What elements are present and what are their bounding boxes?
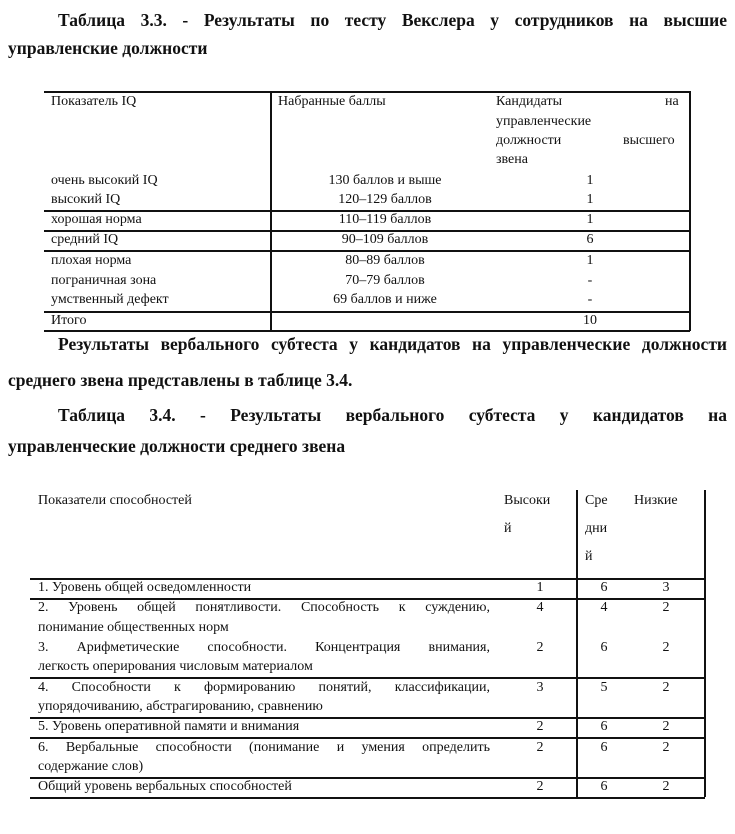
- high-value: 4: [536, 600, 544, 615]
- ability-label-line1: 4. Способности к формированию понятий, классификации,: [38, 680, 490, 695]
- header-medium-line1: Сре: [585, 493, 608, 508]
- header-iq-indicator: Показатель IQ: [51, 94, 137, 109]
- low-value: 2: [662, 680, 670, 695]
- header-candidates-line1b: на: [665, 94, 679, 109]
- total-label: Итого: [51, 313, 87, 328]
- medium-value: 6: [600, 640, 608, 655]
- header-high-line1: Высоки: [504, 493, 551, 508]
- low-value: 2: [662, 719, 670, 734]
- intro-paragraph-line1: Результаты вербального субтеста у кандидатов на управленческие должности: [58, 334, 727, 354]
- total-count: 10: [583, 313, 597, 328]
- header-ability-indicators: Показатели способностей: [38, 493, 192, 508]
- iq-level: умственный дефект: [51, 292, 169, 307]
- header-candidates-line3b: высшего: [623, 133, 675, 148]
- header-candidates-line4: звена: [496, 152, 528, 167]
- header-candidates-line1a: Кандидаты: [496, 94, 562, 109]
- ability-label-line2: понимание общественных норм: [38, 620, 229, 635]
- score-range: 120–129 баллов: [338, 192, 432, 207]
- candidate-count: -: [587, 273, 593, 288]
- header-medium-line2: дни: [585, 521, 608, 536]
- header-candidates-line2: управленческие: [496, 114, 592, 129]
- header-medium-line3: й: [585, 549, 593, 564]
- table-border-right: [704, 490, 706, 797]
- candidate-count: 6: [586, 232, 594, 247]
- column-divider: [576, 490, 578, 797]
- table-3-3-caption-line1: Таблица 3.3. - Результаты по тесту Векслера у сотрудников на высшие: [58, 10, 727, 30]
- iq-level: средний IQ: [51, 232, 119, 247]
- header-high-line2: й: [504, 521, 512, 536]
- iq-level: плохая норма: [51, 253, 132, 268]
- iq-level: пограничная зона: [51, 273, 157, 288]
- score-range: 80–89 баллов: [345, 253, 425, 268]
- high-value: 2: [536, 719, 544, 734]
- ability-label: 5. Уровень оперативной памяти и внимания: [38, 719, 300, 734]
- score-range: 130 баллов и выше: [328, 173, 442, 188]
- table-3-4-caption-line2: управленческие должности среднего звена: [8, 436, 346, 456]
- ability-label-line2: содержание слов): [38, 759, 144, 774]
- high-value: 1: [536, 580, 544, 595]
- medium-value: 6: [600, 779, 608, 794]
- table-3-3-caption-line2: управленские должности: [8, 38, 208, 58]
- high-value: 2: [536, 640, 544, 655]
- score-range: 90–109 баллов: [341, 232, 429, 247]
- high-value: 3: [536, 680, 544, 695]
- iq-level: хорошая норма: [51, 212, 142, 227]
- high-value: 2: [536, 740, 544, 755]
- ability-label-line2: легкость оперирования числовым материалом: [38, 659, 313, 674]
- low-value: 2: [662, 740, 670, 755]
- header-scores: Набранные баллы: [278, 94, 386, 109]
- ability-label-line1: 6. Вербальные способности (понимание и умения определить: [38, 740, 490, 755]
- candidate-count: 1: [586, 173, 594, 188]
- medium-value: 6: [600, 719, 608, 734]
- low-value: 2: [662, 779, 670, 794]
- candidate-count: 1: [586, 212, 594, 227]
- ability-label-line1: 3. Арифметические способности. Концентрация внимания,: [38, 640, 490, 655]
- iq-level: очень высокий IQ: [51, 173, 158, 188]
- score-range: 69 баллов и ниже: [333, 292, 437, 307]
- table-border-bottom: [30, 797, 705, 799]
- ability-label: Общий уровень вербальных способностей: [38, 779, 292, 794]
- low-value: 2: [662, 640, 670, 655]
- high-value: 2: [536, 779, 544, 794]
- candidate-count: 1: [586, 192, 594, 207]
- medium-value: 4: [600, 600, 608, 615]
- score-range: 110–119 баллов: [338, 212, 432, 227]
- candidate-count: -: [587, 292, 593, 307]
- medium-value: 6: [600, 740, 608, 755]
- intro-paragraph-line2: среднего звена представлены в таблице 3.4.: [8, 370, 353, 390]
- header-candidates-line3a: должности: [496, 133, 562, 148]
- low-value: 2: [662, 600, 670, 615]
- ability-label-line1: 2. Уровень общей понятливости. Способность к суждению,: [38, 600, 490, 615]
- iq-level: высокий IQ: [51, 192, 121, 207]
- header-low: Низкие: [634, 493, 678, 508]
- medium-value: 5: [600, 680, 608, 695]
- low-value: 3: [662, 580, 670, 595]
- score-range: 70–79 баллов: [345, 273, 425, 288]
- medium-value: 6: [600, 580, 608, 595]
- table-3-4-caption-line1: Таблица 3.4. - Результаты вербального субтеста у кандидатов на: [58, 405, 727, 425]
- ability-label-line2: упорядочиванию, абстрагированию, сравнению: [38, 699, 323, 714]
- candidate-count: 1: [586, 253, 594, 268]
- ability-label: 1. Уровень общей осведомленности: [38, 580, 252, 595]
